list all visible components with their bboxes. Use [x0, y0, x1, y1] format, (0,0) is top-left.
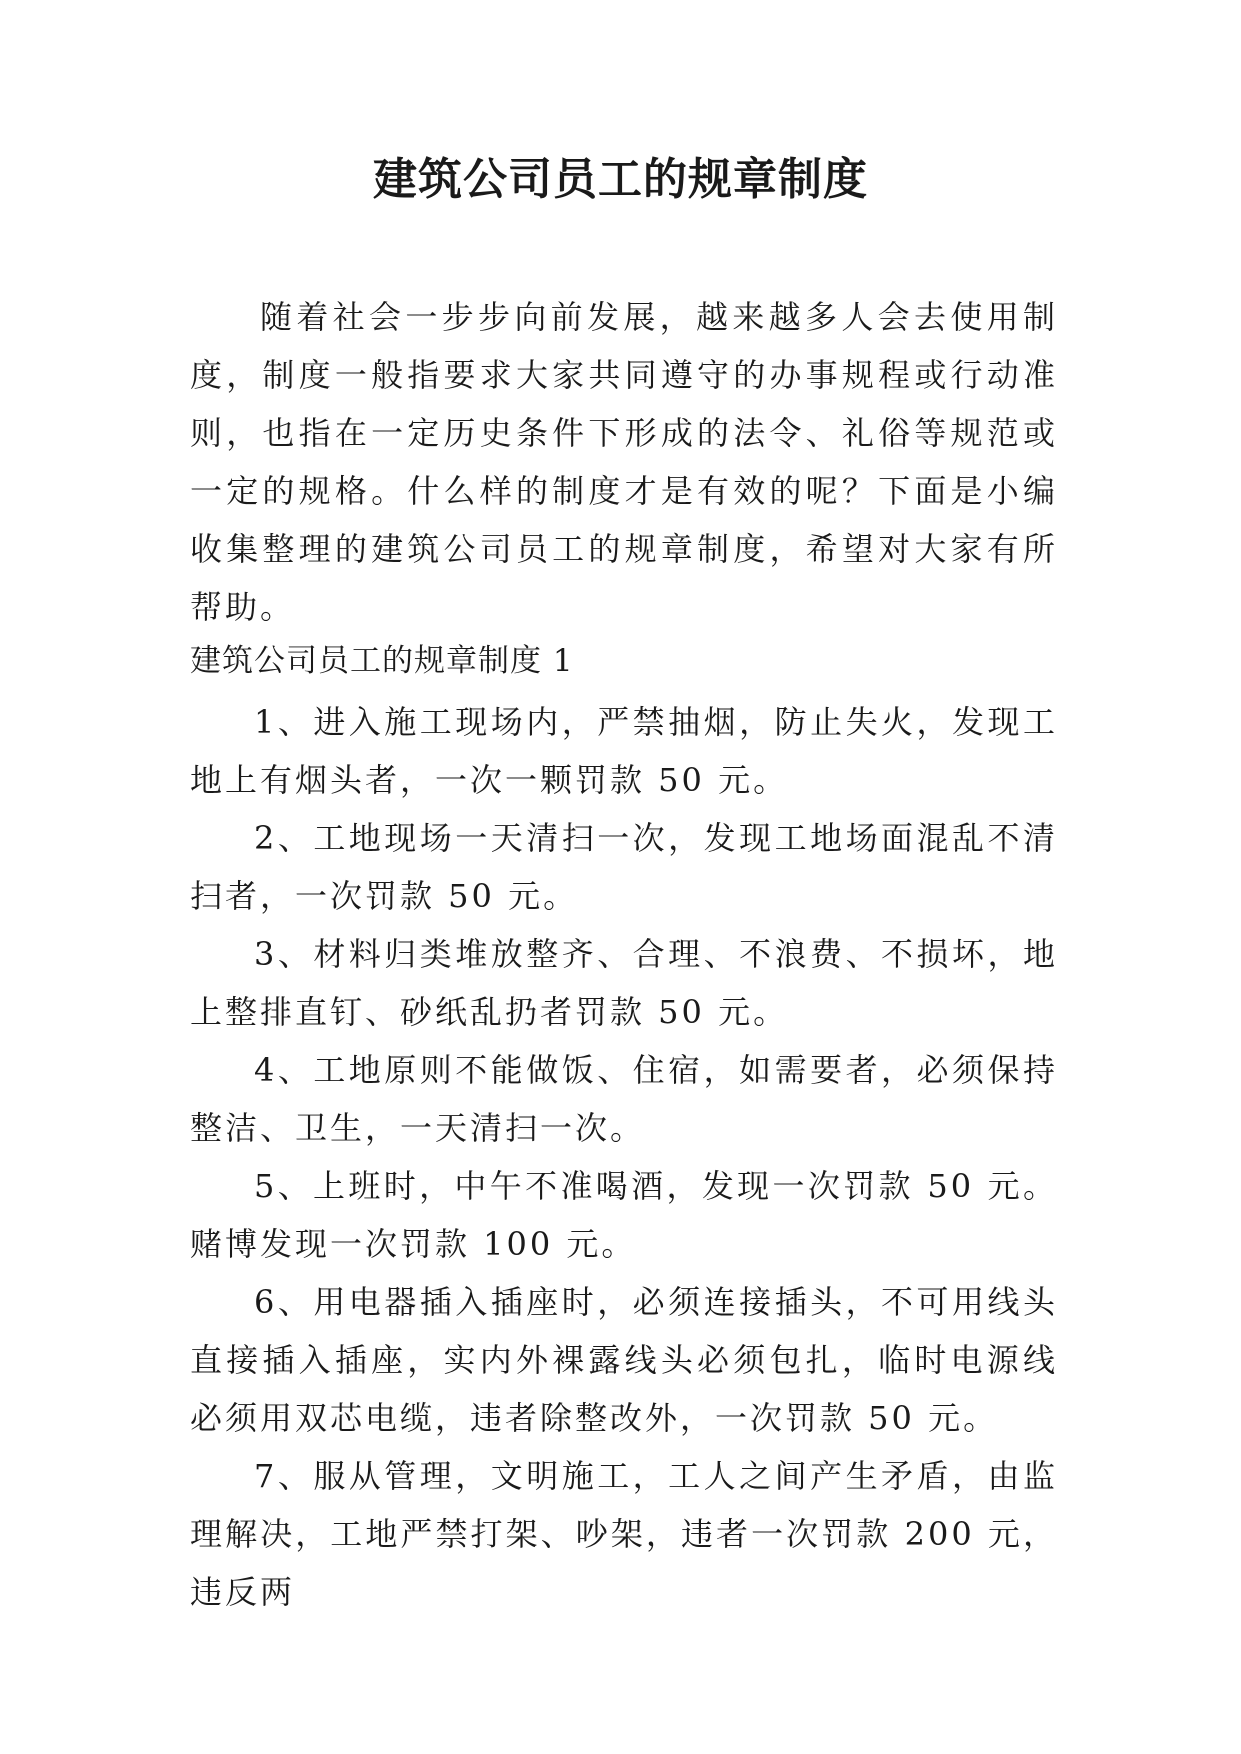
rule-item: 1、进入施工现场内，严禁抽烟，防止失火，发现工地上有烟头者，一次一颗罚款 50 元。 [190, 703, 1058, 799]
section-heading: 建筑公司员工的规章制度 1 [190, 643, 574, 679]
rule-item: 5、上班时，中午不准喝酒，发现一次罚款 50 元。赌博发现一次罚款 100 元。 [190, 1167, 1058, 1263]
rules-list [190, 693, 1058, 1621]
document-title: 建筑公司员工的规章制度 [373, 154, 868, 205]
rule-item: 2、工地现场一天清扫一次，发现工地场面混乱不清扫者，一次罚款 50 元。 [190, 819, 1058, 915]
rule-item: 3、材料归类堆放整齐、合理、不浪费、不损坏，地上整排直钉、砂纸乱扔者罚款 50 元。 [190, 935, 1058, 1031]
intro-paragraph: 随着社会一步步向前发展，越来越多人会去使用制度，制度一般指要求大家共同遵守的办事规程或行动准则，也指在一定历史条件下形成的法令、礼俗等规范或一定的规格。什么样的制度才是有效的呢？下面是小编收集整理的建筑公司员工的规章制度，希望对大家有所帮助。 [190, 298, 1058, 626]
rule-item: 7、服从管理，文明施工，工人之间产生矛盾，由监理解决，工地严禁打架、吵架，违者一次罚款 200 元，违反两 [190, 1457, 1058, 1611]
rule-item: 6、用电器插入插座时，必须连接插头，不可用线头直接插入插座，实内外裸露线头必须包扎，临时电源线必须用双芯电缆，违者除整改外，一次罚款 50 元。 [190, 1283, 1058, 1437]
rule-item: 4、工地原则不能做饭、住宿，如需要者，必须保持整洁、卫生，一天清扫一次。 [190, 1051, 1058, 1147]
